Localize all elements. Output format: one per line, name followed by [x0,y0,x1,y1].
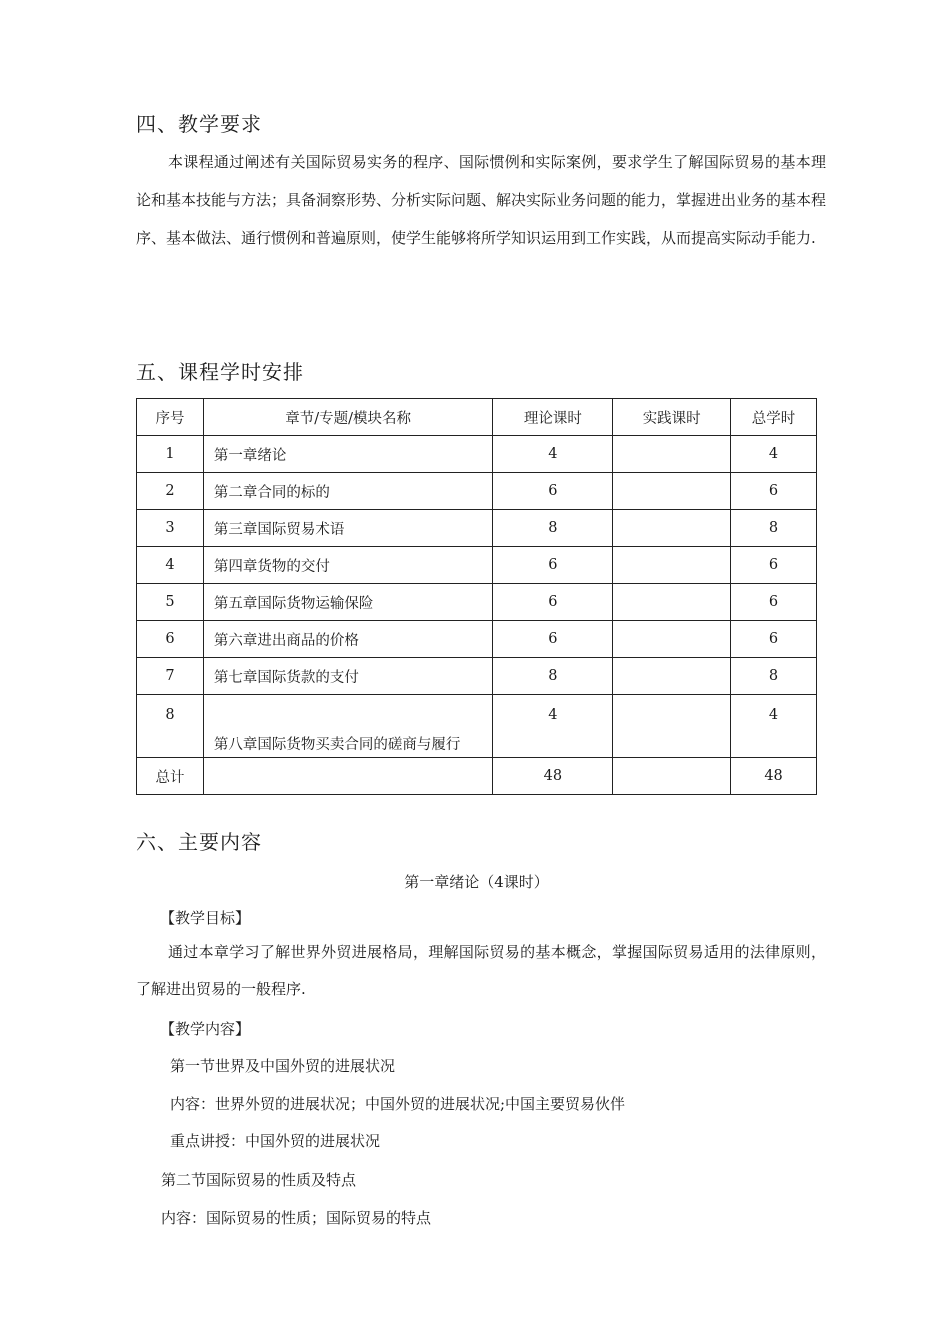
table-total-row [137,758,817,795]
content-label: 【教学内容】 [160,1020,251,1038]
cell-practice-hours [613,621,731,658]
cell-practice-hours [613,695,731,758]
section-heading-schedule: 五、课程学时安排 [136,360,304,384]
cell-theory-hours: 4 [493,695,613,758]
header-cell-total-hours: 总学时 [731,399,817,436]
objective-paragraph: 通过本章学习了解世界外贸进展格局，理解国际贸易的基本概念，掌握国际贸易适用的法律原则，了解进出贸易的一般程序. [136,943,826,998]
total-label-cell: 总计 [137,758,204,795]
table-row [137,547,817,584]
cell-total-hours: 4 [731,695,817,758]
schedule-table [136,398,817,795]
table-row [137,658,817,695]
teaching-requirements-paragraph: 本课程通过阐述有关国际贸易实务的程序、国际惯例和实际案例，要求学生了解国际贸易的基本理论和基本技能与方法；具备洞察形势、分析实际问题、解决实际业务问题的能力，掌握进出业务的基本程序、基本做法、通行惯例和普遍原则，使学生能够将所学知识运用到工作实践，从而提高实际动手能力. [136,153,827,247]
table-header-row [137,399,817,436]
cell-theory-hours: 6 [493,547,613,584]
cell-theory-hours: 6 [493,621,613,658]
cell-index: 1 [137,436,204,473]
section2-content: 内容：国际贸易的性质；国际贸易的特点 [161,1209,432,1227]
section1-content: 内容：世界外贸的进展状况；中国外贸的进展状况;中国主要贸易伙伴 [170,1095,626,1113]
total-theory-hours-cell: 48 [493,758,613,795]
cell-practice-hours [613,436,731,473]
cell-practice-hours [613,547,731,584]
cell-index: 7 [137,658,204,695]
section1-focus: 重点讲授：中国外贸的进展状况 [170,1132,381,1150]
cell-chapter: 第八章国际货物买卖合同的磋商与履行 [203,695,493,758]
total-hours-cell: 48 [731,758,817,795]
table-row [137,621,817,658]
table-row [137,436,817,473]
cell-practice-hours [613,473,731,510]
cell-chapter: 第四章货物的交付 [203,547,493,584]
total-practice-hours-cell [613,758,731,795]
cell-index: 8 [137,695,204,758]
cell-total-hours: 6 [731,584,817,621]
cell-theory-hours: 8 [493,510,613,547]
cell-total-hours: 6 [731,547,817,584]
cell-chapter: 第五章国际货物运输保险 [203,584,493,621]
cell-chapter: 第一章绪论 [203,436,493,473]
cell-chapter: 第六章进出商品的价格 [203,621,493,658]
cell-total-hours: 6 [731,621,817,658]
cell-theory-hours: 4 [493,436,613,473]
objective-label: 【教学目标】 [160,909,251,927]
cell-index: 3 [137,510,204,547]
table-row [137,584,817,621]
header-cell-practice-hours: 实践课时 [613,399,731,436]
cell-chapter: 第二章合同的标的 [203,473,493,510]
cell-index: 6 [137,621,204,658]
cell-practice-hours [613,510,731,547]
cell-theory-hours: 6 [493,473,613,510]
cell-total-hours: 8 [731,510,817,547]
chapter-title: 第一章绪论（4课时） [404,873,549,891]
table-row [137,695,817,758]
cell-practice-hours [613,584,731,621]
cell-total-hours: 6 [731,473,817,510]
header-cell-theory-hours: 理论课时 [493,399,613,436]
total-chapter-cell [203,758,493,795]
cell-index: 5 [137,584,204,621]
cell-index: 4 [137,547,204,584]
table-row [137,473,817,510]
cell-total-hours: 8 [731,658,817,695]
header-cell-index: 序号 [137,399,204,436]
cell-total-hours: 4 [731,436,817,473]
cell-chapter: 第七章国际货款的支付 [203,658,493,695]
table-row [137,510,817,547]
cell-index: 2 [137,473,204,510]
section-heading-teaching-requirements: 四、教学要求 [136,112,262,136]
section1-title: 第一节世界及中国外贸的进展状况 [170,1057,396,1075]
cell-theory-hours: 8 [493,658,613,695]
header-cell-chapter: 章节/专题/模块名称 [203,399,493,436]
cell-practice-hours [613,658,731,695]
section-heading-main-content: 六、主要内容 [136,830,262,854]
section2-title: 第二节国际贸易的性质及特点 [161,1171,357,1189]
cell-theory-hours: 6 [493,584,613,621]
cell-chapter: 第三章国际贸易术语 [203,510,493,547]
